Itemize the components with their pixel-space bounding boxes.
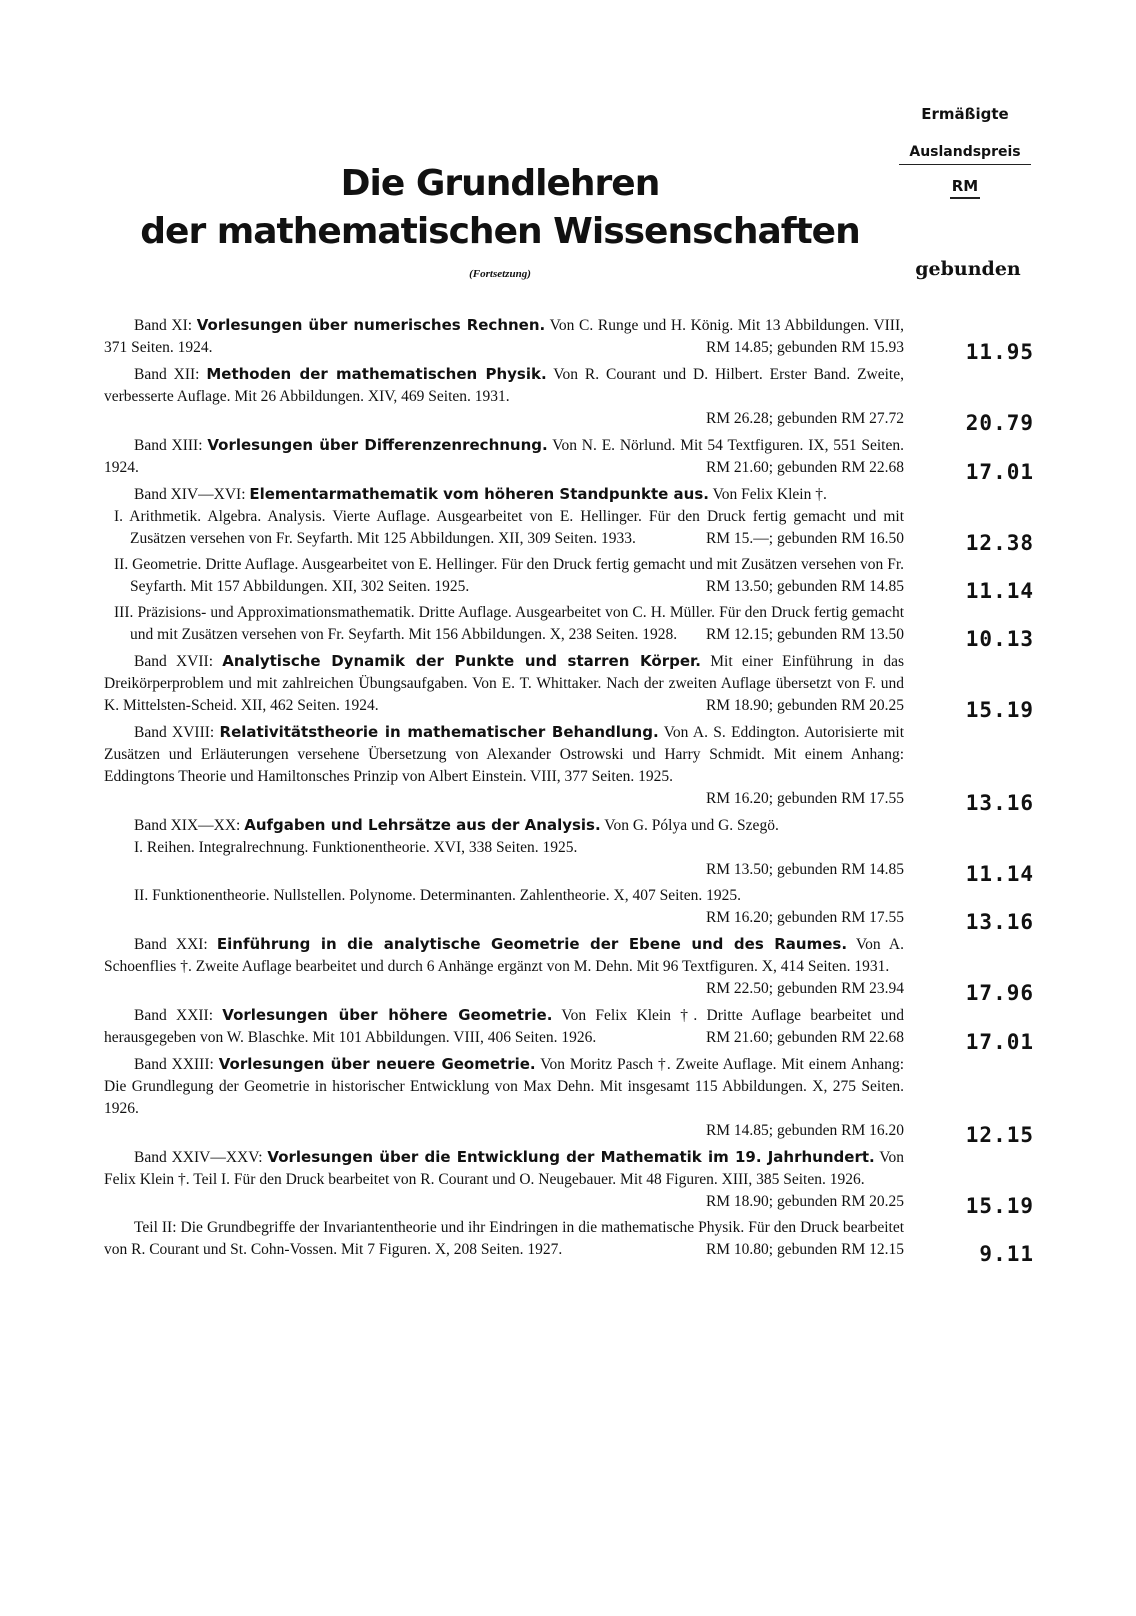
- part-text: Geometrie. Dritte Auflage. Ausgearbeitet von E. Hellinger. Für den Druck fertig gemacht und mit Zusätzen versehen von Fr. Seyfarth. Mit 157 Abbildungen. XII, 302 Seiten. 1925.: [130, 556, 905, 595]
- part-label: III.: [114, 604, 134, 621]
- band-number: Band XXIV—XXV:: [134, 1149, 263, 1166]
- entry-text: Von G. Pólya und G. Szegö.: [604, 817, 779, 834]
- catalog-entry: [104, 314, 1034, 364]
- band-title: Vorlesungen über die Entwicklung der Mathematik im 19. Jahrhundert.: [267, 1148, 875, 1166]
- header-auslandspreis: Auslandspreis: [909, 144, 1021, 160]
- part-text-block: [104, 554, 904, 598]
- band-title: Vorlesungen über numerisches Rechnen.: [196, 316, 546, 334]
- band-title: Analytische Dynamik der Punkte und starren Körper.: [222, 652, 701, 670]
- header-rule: [899, 164, 1031, 165]
- header-ermaessigte: Ermäßigte: [921, 105, 1009, 123]
- entry-head: [104, 1053, 904, 1120]
- part-price: RM 15.—; gebunden RM 16.50: [705, 530, 904, 547]
- entry-text: Mit einer Einführung in das Dreikörperproblem und mit zahlreichen Übungsaufgaben. Von E. T. Whittaker. Nach der zweiten Auflage übersetzt von F. und K. Mittelsten-Scheid. XII, 462 Seiten. 1924.: [104, 653, 905, 714]
- entry-price: RM 21.60; gebunden RM 22.68: [705, 459, 904, 476]
- band-title: Aufgaben und Lehrsätze aus der Analysis.: [244, 816, 601, 834]
- foreign-price: 11.14: [965, 579, 1034, 603]
- entry-part: [104, 506, 1034, 555]
- part-price: RM 12.15; gebunden RM 13.50: [705, 626, 904, 643]
- entry-head: [104, 721, 904, 788]
- foreign-price: 11.14: [965, 862, 1034, 886]
- part-text: Arithmetik. Algebra. Analysis. Vierte Auflage. Ausgearbeitet von E. Hellinger. Für den Druck fertig gemacht und mit Zusätzen versehen von Fr. Seyfarth. Mit 125 Abbildungen. XII, 309 Seiten. 1933.: [129, 508, 904, 547]
- foreign-price: 13.16: [965, 791, 1034, 815]
- entry-head: [104, 1146, 904, 1213]
- part-text: Präzisions- und Approximationsmathematik. Dritte Auflage. Ausgearbeitet von C. H. Müller. Für den Druck fertig gemacht und mit Zusätzen versehen von Fr. Seyfarth. Mit 156 Abbildungen. X, 238 Seiten. 1928.: [130, 604, 904, 643]
- entry-head: [104, 933, 904, 1000]
- foreign-price: 10.13: [965, 627, 1034, 651]
- foreign-price: 20.79: [965, 411, 1034, 435]
- band-number: Band XXIII:: [134, 1056, 214, 1073]
- entry-text: Von C. Runge und H. König. Mit 13 Abbildungen. VIII, 371 Seiten. 1924.: [104, 317, 904, 356]
- entry-head: [104, 1004, 904, 1049]
- entry-price: RM 14.85; gebunden RM 16.20: [705, 1122, 904, 1139]
- entry-head: [104, 814, 904, 837]
- part-label: I.: [114, 508, 124, 525]
- band-number: Band XIX—XX:: [134, 817, 241, 834]
- title-line-1: Die Grundlehren: [340, 163, 660, 204]
- entry-price: RM 14.85; gebunden RM 15.93: [705, 339, 904, 356]
- part-text-block: [104, 506, 904, 550]
- foreign-price: 15.19: [965, 698, 1034, 722]
- entry-text: Von R. Courant und D. Hilbert. Erster Band. Zweite, verbesserte Auflage. Mit 26 Abbildungen. XIV, 469 Seiten. 1931.: [104, 366, 904, 405]
- catalog-entry: [104, 814, 1034, 934]
- entry-part: [104, 1217, 1034, 1266]
- entry-part: [104, 837, 1034, 886]
- entry-price: RM 18.90; gebunden RM 20.25: [705, 697, 904, 714]
- band-number: Band XVIII:: [134, 724, 215, 741]
- band-title: Methoden der mathematischen Physik.: [206, 365, 547, 383]
- part-text-block: [104, 602, 904, 646]
- title-line-2: der mathematischen Wissenschaften: [140, 211, 860, 252]
- catalog-entry: [104, 650, 1034, 722]
- band-title: Relativitätstheorie in mathematischer Behandlung.: [219, 723, 659, 741]
- part-text-block: [104, 837, 904, 859]
- entry-text: Von Felix Klein †. Dritte Auflage bearbeitet und herausgegeben von W. Blaschke. Mit 101 Abbildungen. VIII, 406 Seiten. 1926.: [104, 1007, 904, 1046]
- entry-head: [104, 483, 904, 506]
- catalog-entry: [104, 1004, 1034, 1054]
- band-title: Vorlesungen über höhere Geometrie.: [222, 1006, 553, 1024]
- entry-head: [104, 363, 904, 408]
- part-price: RM 13.50; gebunden RM 14.85: [705, 861, 904, 878]
- entry-price: RM 16.20; gebunden RM 17.55: [705, 790, 904, 807]
- part-text: Reihen. Integralrechnung. Funktionentheorie. XVI, 338 Seiten. 1925.: [146, 839, 578, 856]
- band-number: Band XVII:: [134, 653, 214, 670]
- entry-head: [104, 650, 904, 717]
- foreign-price: 17.96: [965, 981, 1034, 1005]
- band-title: Vorlesungen über Differenzenrechnung.: [207, 436, 548, 454]
- entry-head: [104, 314, 904, 359]
- entry-text: Von Felix Klein †.: [712, 486, 827, 503]
- part-text: Die Grundbegriffe der Invariantentheorie und ihr Eindringen in die mathematische Physik. Für den Druck bearbeitet von R. Courant und St. Cohn-Vossen. Mit 7 Figuren. X, 208 Seiten. 1927.: [104, 1219, 905, 1258]
- catalog-entries: [104, 314, 1034, 1266]
- band-number: Band XXI:: [134, 936, 208, 953]
- part-label: II.: [134, 887, 149, 904]
- part-price: RM 10.80; gebunden RM 12.15: [705, 1241, 904, 1258]
- page-title: [100, 160, 900, 256]
- header-gebunden: gebunden: [915, 258, 1021, 280]
- catalog-entry: [104, 434, 1034, 484]
- header-currency-underline: [950, 197, 980, 199]
- entry-text: Von A. S. Eddington. Autorisierte mit Zusätzen und Erläuterungen versehene Übersetzung von Alexander Ostrowski und Harry Schmidt. Mit einem Anhang: Eddingtons Theorie und Hamiltonsches Prinzip von Albert Einstein. VIII, 377 Seiten. 1925.: [104, 724, 904, 785]
- band-number: Band XII:: [134, 366, 200, 383]
- part-text: Funktionentheorie. Nullstellen. Polynome. Determinanten. Zahlentheorie. X, 407 Seiten. 1925.: [152, 887, 741, 904]
- foreign-price: 11.95: [965, 340, 1034, 364]
- part-label: I.: [134, 839, 144, 856]
- foreign-price: 9.11: [979, 1242, 1034, 1266]
- band-number: Band XIII:: [134, 437, 203, 454]
- catalog-entry: [104, 933, 1034, 1005]
- band-title: Einführung in die analytische Geometrie der Ebene und des Raumes.: [216, 935, 848, 953]
- entry-price: RM 18.90; gebunden RM 20.25: [705, 1193, 904, 1210]
- entry-price: RM 26.28; gebunden RM 27.72: [705, 410, 904, 427]
- part-price: RM 16.20; gebunden RM 17.55: [705, 909, 904, 926]
- part-label: II.: [114, 556, 129, 573]
- entry-text: Von A. Schoenflies †. Zweite Auflage bearbeitet und durch 6 Anhänge ergänzt von M. Dehn. Mit 96 Textfiguren. X, 414 Seiten. 1931.: [104, 936, 904, 975]
- entry-text: Von Moritz Pasch †. Zweite Auflage. Mit einem Anhang: Die Grundlegung der Geometrie in historischer Entwicklung von Max Dehn. Mit insgesamt 115 Abbildungen. X, 275 Seiten. 1926.: [104, 1056, 904, 1117]
- band-title: Elementarmathematik vom höheren Standpunkte aus.: [249, 485, 709, 503]
- foreign-price: 17.01: [965, 1030, 1034, 1054]
- part-text-block: [104, 1217, 904, 1261]
- band-number: Band XI:: [134, 317, 193, 334]
- band-number: Band XIV—XVI:: [134, 486, 246, 503]
- catalog-entry: [104, 483, 1034, 651]
- entry-part: [104, 885, 1034, 934]
- entry-main: [104, 1146, 1034, 1218]
- entry-head: [104, 434, 904, 479]
- band-title: Vorlesungen über neuere Geometrie.: [218, 1055, 536, 1073]
- entry-price: RM 21.60; gebunden RM 22.68: [705, 1029, 904, 1046]
- catalog-entry: [104, 363, 1034, 435]
- entry-text: Von N. E. Nörlund. Mit 54 Textfiguren. IX, 551 Seiten. 1924.: [104, 437, 904, 476]
- foreign-price: 12.15: [965, 1123, 1034, 1147]
- foreign-price: 12.38: [965, 531, 1034, 555]
- entry-part: [104, 602, 1034, 651]
- foreign-price: 13.16: [965, 910, 1034, 934]
- part-text-block: [104, 885, 904, 929]
- entry-text: Von Felix Klein †. Teil I. Für den Druck bearbeitet von R. Courant und O. Neugebauer. Mit 48 Figuren. XIII, 385 Seiten. 1926.: [104, 1149, 904, 1188]
- catalog-entry: [104, 721, 1034, 815]
- entry-price: RM 22.50; gebunden RM 23.94: [705, 980, 904, 997]
- foreign-price: 17.01: [965, 460, 1034, 484]
- catalog-entry: [104, 1146, 1034, 1266]
- header-currency: RM: [951, 177, 979, 195]
- title-subtitle: (Fortsetzung): [469, 268, 531, 280]
- entry-part: [104, 554, 1034, 603]
- part-label: Teil II:: [134, 1219, 177, 1236]
- part-price: RM 13.50; gebunden RM 14.85: [705, 578, 904, 595]
- band-number: Band XXII:: [134, 1007, 214, 1024]
- catalog-entry: [104, 1053, 1034, 1147]
- foreign-price-header: [890, 104, 1040, 199]
- foreign-price: 15.19: [965, 1194, 1034, 1218]
